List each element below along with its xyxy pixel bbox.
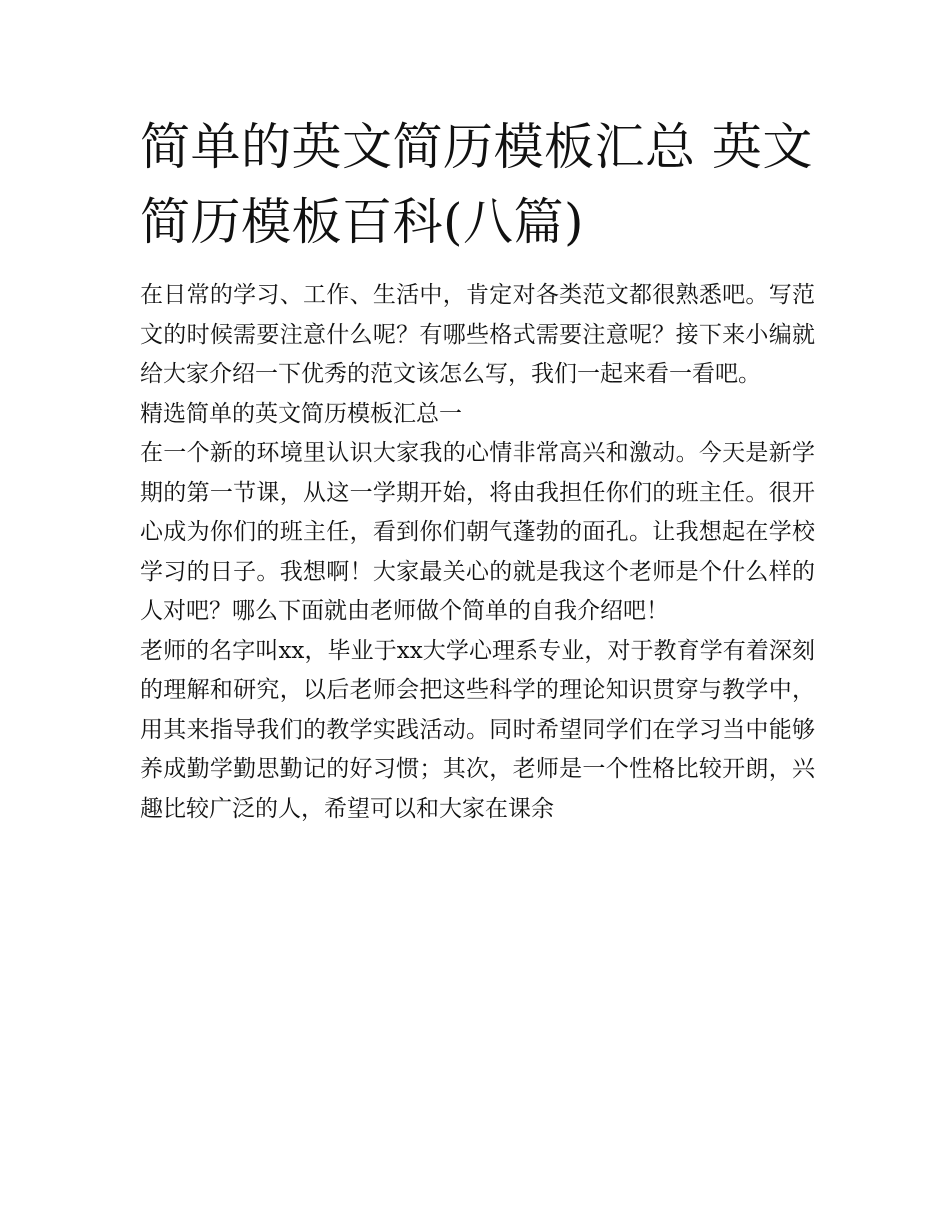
intro-paragraph: 在日常的学习、工作、生活中，肯定对各类范文都很熟悉吧。写范文的时候需要注意什么呢？有哪些格式需要注意呢？接下来小编就给大家介绍一下优秀的范文该怎么写，我们一起来看一看吧。 <box>140 282 815 387</box>
document-body <box>140 110 815 829</box>
body-paragraph: 老师的名字叫xx，毕业于xx大学心理系专业，对于教育学有着深刻的理解和研究，以后老师会把这些科学的理论知识贯穿与教学中，用其来指导我们的教学实践活动。同时希望同学们在学习当中能够养成勤学勤思勤记的好习惯；其次，老师是一个性格比较开朗，兴趣比较广泛的人，希望可以和大家在课余 <box>140 637 815 822</box>
document-title: 简单的英文简历模板汇总 英文简历模板百科(八篇) <box>140 118 813 251</box>
body-paragraph: 在一个新的环境里认识大家我的心情非常高兴和激动。今天是新学期的第一节课，从这一学期开始，将由我担任你们的班主任。很开心成为你们的班主任，看到你们朝气蓬勃的面孔。让我想起在学校学习的日子。我想啊！大家最关心的就是我这个老师是个什么样的人对吧？哪么下面就由老师做个简单的自我介绍吧！ <box>140 440 815 624</box>
section-heading: 精选简单的英文简历模板汇总一 <box>140 400 462 427</box>
